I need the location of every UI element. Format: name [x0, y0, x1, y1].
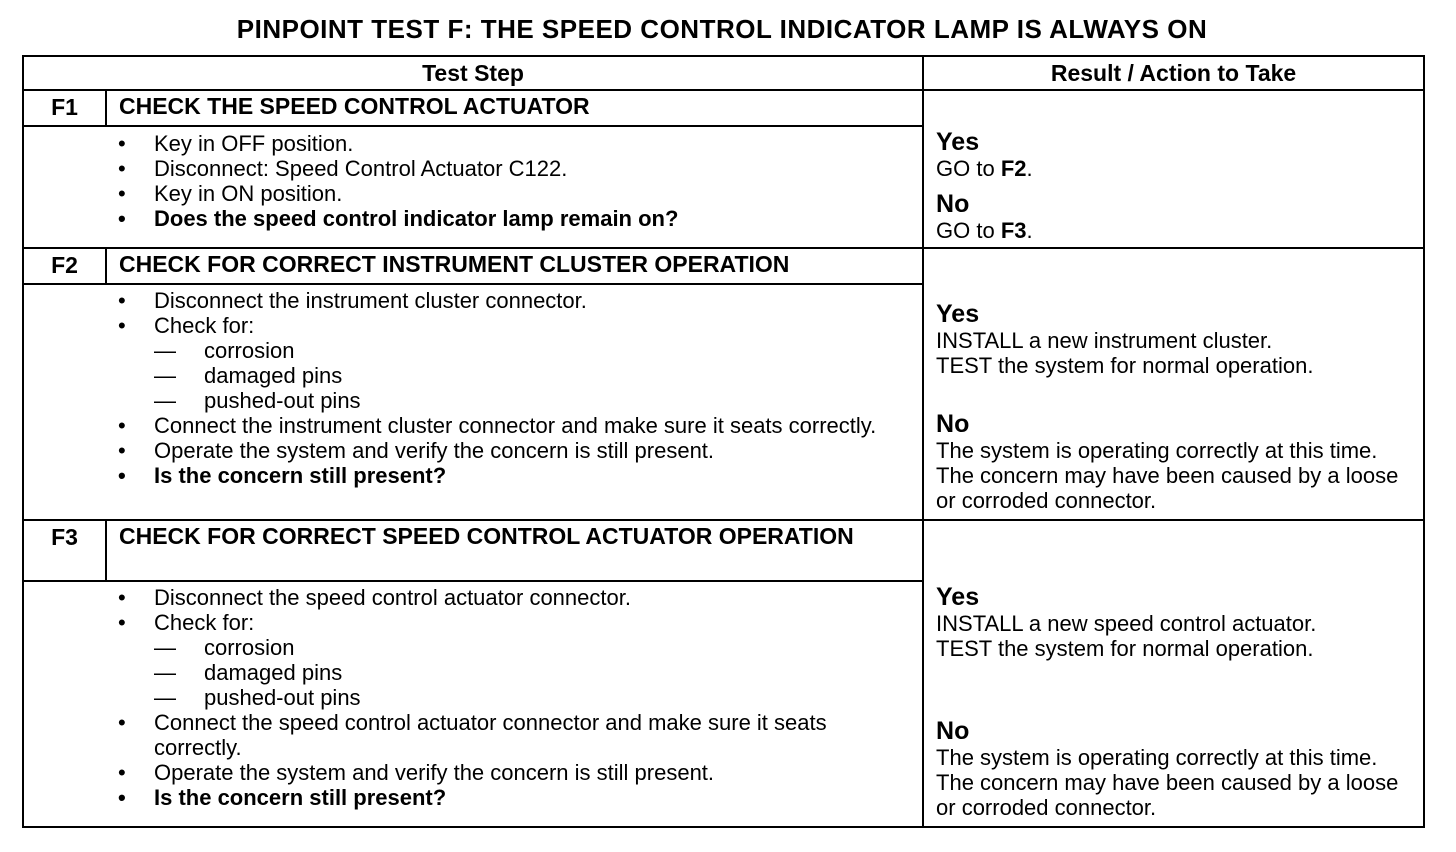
check-sub-item — [118, 388, 902, 413]
step-text: Connect the speed control actuator connector and make sure it seats correctly. — [154, 710, 827, 760]
bullet-icon: • — [118, 438, 126, 463]
step-item — [118, 710, 902, 760]
step-item — [118, 463, 902, 488]
step-item — [118, 288, 902, 313]
step-text: corrosion — [204, 635, 295, 660]
result-yes-lines — [936, 611, 1417, 661]
dash-icon: — — [154, 388, 176, 413]
step-item — [118, 206, 902, 231]
dash-icon: — — [154, 338, 176, 363]
header-test-step: Test Step — [23, 56, 923, 90]
result-yes-lines — [936, 328, 1417, 378]
result-line: INSTALL a new speed control actuator. — [936, 611, 1317, 636]
pinpoint-test-table — [22, 55, 1425, 828]
bullet-icon: • — [118, 131, 126, 156]
step-item — [118, 131, 902, 156]
step-text: corrosion — [204, 338, 295, 363]
bullet-icon: • — [118, 463, 126, 488]
check-sub-item — [118, 635, 902, 660]
step-text: Does the speed control indicator lamp remain on? — [154, 206, 679, 231]
step-item — [118, 438, 902, 463]
step-item — [118, 585, 902, 610]
steps-cell-f3 — [106, 581, 923, 827]
result-line: TEST the system for normal operation. — [936, 353, 1314, 378]
step-id-spacer — [23, 581, 106, 827]
result-no-label: No — [936, 410, 970, 438]
check-sub-item — [118, 363, 902, 388]
result-line: INSTALL a new instrument cluster. — [936, 328, 1273, 353]
page-title: PINPOINT TEST F: THE SPEED CONTROL INDICATOR LAMP IS ALWAYS ON — [236, 14, 1208, 44]
test-row-f2-heading — [23, 248, 1424, 284]
test-row-f3-heading — [23, 520, 1424, 581]
step-id-f3: F3 — [23, 520, 106, 581]
result-no-text: GO to F3. — [936, 218, 1033, 243]
result-f3 — [923, 520, 1424, 827]
result-no-text: The system is operating correctly at this time. The concern may have been caused by a loose or corroded connector. — [936, 438, 1399, 513]
step-item — [118, 413, 902, 438]
result-yes-label: Yes — [936, 583, 980, 611]
steps-cell-f1 — [106, 126, 923, 248]
step-heading-f1: CHECK THE SPEED CONTROL ACTUATOR — [106, 90, 923, 126]
step-text: Key in OFF position. — [154, 131, 354, 156]
test-row-f1-heading — [23, 90, 1424, 126]
check-sub-item — [118, 660, 902, 685]
bullet-icon: • — [118, 413, 126, 438]
bullet-icon: • — [118, 206, 126, 231]
step-item — [118, 313, 902, 338]
step-text: Operate the system and verify the concern is still present. — [154, 438, 715, 463]
steps-list-f1 — [106, 131, 922, 231]
dash-icon: — — [154, 660, 176, 685]
step-text: Check for: — [154, 313, 255, 338]
dash-icon: — — [154, 685, 176, 710]
bullet-icon: • — [118, 288, 126, 313]
bullet-icon: • — [118, 710, 126, 735]
bullet-icon: • — [118, 156, 126, 181]
step-heading-f3: CHECK FOR CORRECT SPEED CONTROL ACTUATOR OPERATION — [106, 520, 923, 581]
step-id-f1: F1 — [23, 90, 106, 126]
bullet-icon: • — [118, 760, 126, 785]
dash-icon: — — [154, 635, 176, 660]
steps-list-f3 — [106, 585, 922, 810]
result-yes-label: Yes — [936, 300, 980, 328]
result-no-target: F3 — [1000, 218, 1027, 243]
step-text: pushed-out pins — [204, 388, 361, 413]
step-item — [118, 760, 902, 785]
result-no-label: No — [936, 717, 970, 745]
check-sub-item — [118, 338, 902, 363]
result-yes-text: GO to F2. — [936, 156, 1033, 181]
step-heading-f2: CHECK FOR CORRECT INSTRUMENT CLUSTER OPERATION — [106, 248, 923, 284]
step-text: Key in ON position. — [154, 181, 343, 206]
result-yes-target: F2 — [1000, 156, 1027, 181]
step-item — [118, 181, 902, 206]
table-header-row — [23, 56, 1424, 90]
step-text: Connect the instrument cluster connector and make sure it seats correctly. — [154, 413, 877, 438]
result-no-text: The system is operating correctly at this time. The concern may have been caused by a loose or corroded connector. — [936, 745, 1399, 820]
bullet-icon: • — [118, 181, 126, 206]
step-text: Disconnect the speed control actuator connector. — [154, 585, 631, 610]
step-item — [118, 156, 902, 181]
step-text: Is the concern still present? — [154, 463, 447, 488]
steps-cell-f2 — [106, 284, 923, 520]
bullet-icon: • — [118, 610, 126, 635]
bullet-icon: • — [118, 585, 126, 610]
result-f1 — [923, 90, 1424, 248]
result-f2 — [923, 248, 1424, 520]
result-line: TEST the system for normal operation. — [936, 636, 1314, 661]
step-text: Disconnect: Speed Control Actuator C122. — [154, 156, 568, 181]
header-result: Result / Action to Take — [923, 56, 1424, 90]
step-id-spacer — [23, 126, 106, 248]
step-text: damaged pins — [204, 660, 343, 685]
bullet-icon: • — [118, 313, 126, 338]
result-yes-label: Yes — [936, 128, 980, 156]
check-sub-item — [118, 685, 902, 710]
step-text: Is the concern still present? — [154, 785, 447, 810]
step-id-spacer — [23, 284, 106, 520]
dash-icon: — — [154, 363, 176, 388]
bullet-icon: • — [118, 785, 126, 810]
step-text: Check for: — [154, 610, 255, 635]
step-id-f2: F2 — [23, 248, 106, 284]
step-item — [118, 785, 902, 810]
steps-list-f2 — [106, 288, 922, 488]
step-text: Operate the system and verify the concern is still present. — [154, 760, 715, 785]
step-text: damaged pins — [204, 363, 343, 388]
result-no-label: No — [936, 190, 970, 218]
step-item — [118, 610, 902, 635]
step-text: pushed-out pins — [204, 685, 361, 710]
step-text: Disconnect the instrument cluster connector. — [154, 288, 587, 313]
